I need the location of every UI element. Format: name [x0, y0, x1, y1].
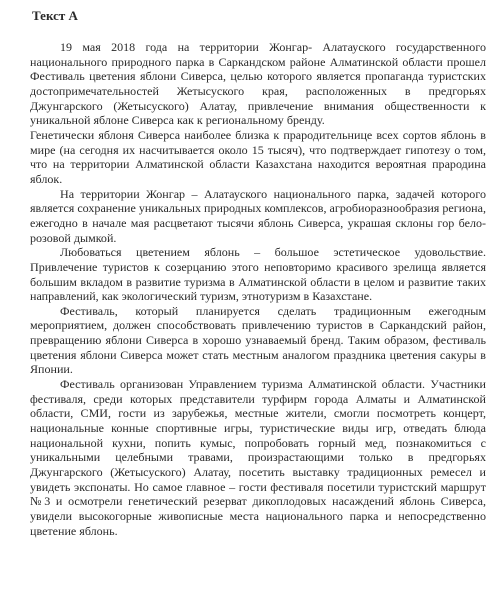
document-heading: Текст А [32, 8, 78, 23]
paragraph-genetics: Генетически яблоня Сиверса наиболее близка к прародительнице всех сортов яблонь в мире (на сегодня их насчитывается около 15 тысяч), что подтверждает гипотезу о том, что на территории Алматинской области Казахстана находится вероятная прародина яблок. [30, 127, 486, 186]
paragraph-festival-intro: 19 мая 2018 года на территории Жонгар- Алатауского государственного национального природного парка в Саркандском районе Алматинской области прошел Фестиваль цветения яблони Сиверса, целью которого является пропаганда туристских достопримечательностей Жетысуского края, расположенных в предгорьях Джунгарского (Жетысуского) Алатау, привлечение внимания общественности к уникальной яблоне Сиверса как к региональному бренду. [30, 40, 486, 128]
paragraph-festival-organization: Фестиваль организован Управлением туризма Алматинской области. Участники фестиваля, среди которых представители турфирм города Алматы и Алматинской области, СМИ, гости из зарубежья, местные жители, смогли посмотреть концерт, национальные конные спортивные игры, туристические виды игр, отведать блюда национальной кухни, попить кумыс, попробовать горный мед, познакомиться с уникальными целебными травами, произрастающими только в предгорьях Джунгарского (Жетысуского) Алатау, посетить выставку традиционных ремесел и увидеть экспонаты. Но самое главное – гости фестиваля посетили туристский маршрут №3 и осмотрели генетический резерват дикоплодовых насаждений яблонь Сиверса, увидели высокогорные живописные места национального парка и непосредственно цветение яблонь. [30, 377, 486, 538]
paragraph-tourism: Любоваться цветением яблонь – большое эстетическое удовольствие. Привлечение туристов к созерцанию этого неповторимо красивого зрелища является большим вкладом в развитие туризма в Алматинской области в целом и развитие таких направлений, как экологический туризм, этнотуризм в Казахстане. [30, 245, 486, 304]
paragraph-festival-plans: Фестиваль, который планируется сделать традиционным ежегодным мероприятием, должен способствовать привлечению туристов в Саркандский район, превращению яблони Сиверса в хорошо узнаваемый бренд. Таким образом, фестиваль цветения яблони Сиверса может стать местным аналогом праздника цветения сакуры в Японии. [30, 303, 486, 377]
document-body [30, 40, 486, 538]
paragraph-national-park: На территории Жонгар – Алатауского национального парка, задачей которого является сохранение уникальных природных комплексов, агробиоразнообразия региона, ежегодно в начале мая расцветают тысячи яблонь Сиверса, украшая склоны гор бело-розовой дымкой. [30, 186, 486, 245]
